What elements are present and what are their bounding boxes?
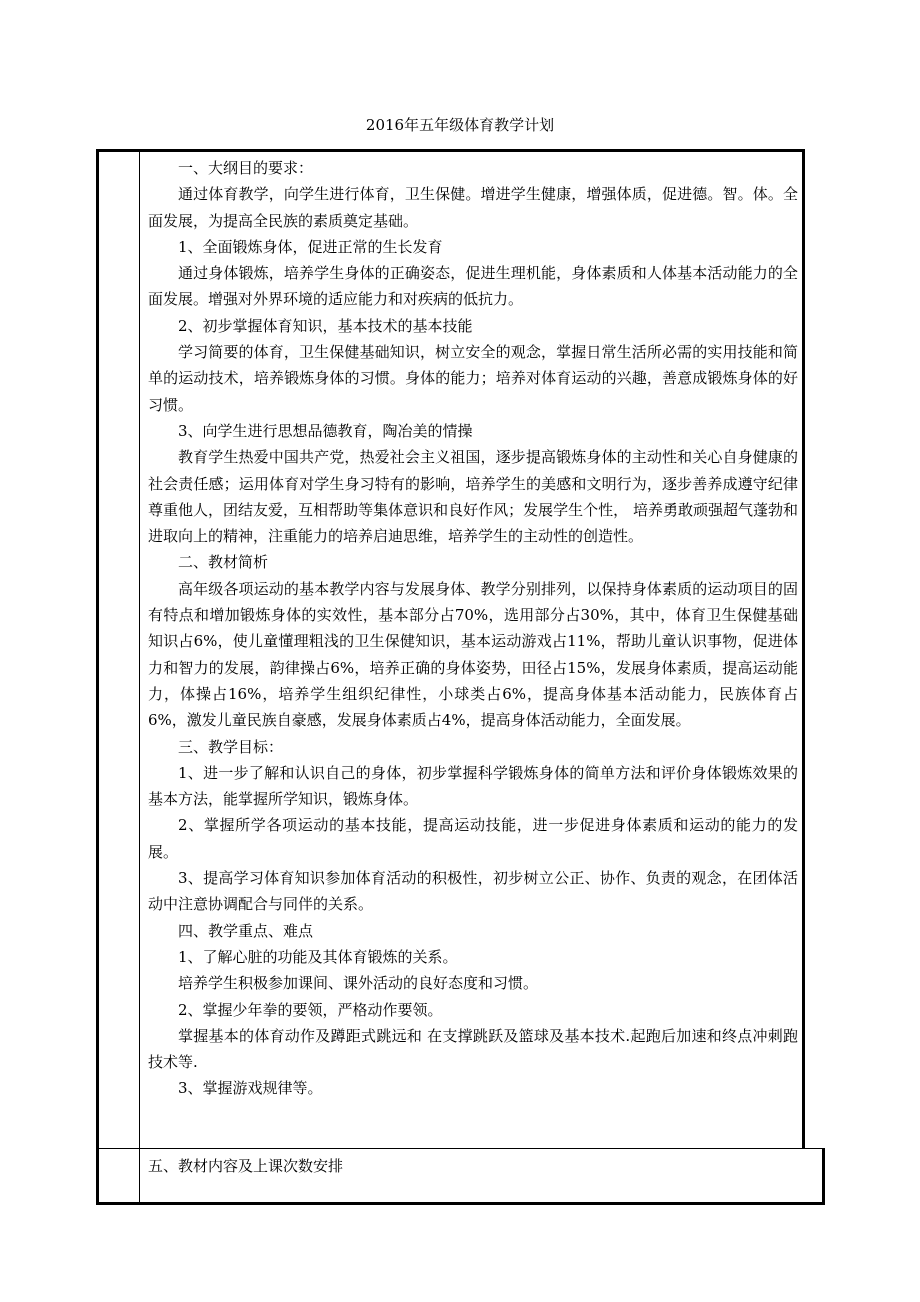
item-heading: 2、初步掌握体育知识，基本技术的基本技能: [178, 316, 473, 335]
main-content-cell: [148, 155, 798, 1102]
item-heading: 1、了解心脏的功能及其体育锻炼的关系。: [178, 947, 458, 966]
table-border-top: [96, 149, 805, 152]
paragraph: 3、提高学习体育知识参加体育活动的积极性，初步树立公正、协作、负责的观念，在团体活动中注意协调配合与同伴的关系。: [148, 869, 798, 914]
table-row-divider: [96, 1148, 825, 1149]
paragraph: 2、掌握所学各项运动的基本技能，提高运动技能，进一步促进身体素质和运动的能力的发展。: [148, 816, 798, 861]
paragraph: 教育学生热爱中国共产党，热爱社会主义祖国，逐步提高锻炼身体的主动性和关心自身健康的社会责任感；运用体育对学生身习特有的影响，培养学生的美感和文明行为，逐步善养成遵守纪律尊重他人，团结友爱，互相帮助等集体意识和良好作风；发展学生个性， 培养勇敢顽强超气蓬勃和进取向上的精神，注重能力的培养启迪思维，培养学生的主动性的创造性。: [148, 448, 798, 546]
table-border-left: [96, 149, 99, 1205]
paragraph: 学习简要的体育，卫生保健基础知识，树立安全的观念，掌握日常生活所必需的实用技能和简单的运动技术，培养锻炼身体的习惯。身体的能力；培养对体育运动的兴趣，善意成锻炼身体的好习惯。: [148, 343, 798, 414]
paragraph: 通过身体锻炼，培养学生身体的正确姿态，促进生理机能，身体素质和人体基本活动能力的全面发展。增强对外界环境的适应能力和对疾病的低抗力。: [148, 264, 798, 309]
paragraph: 1、进一步了解和认识自己的身体，初步掌握科学锻炼身体的简单方法和评价身体锻炼效果的基本方法，能掌握所学知识，锻炼身体。: [148, 763, 798, 809]
section-heading: 一、大纲目的要求：: [178, 159, 314, 177]
section-heading: 三、教学目标：: [178, 737, 284, 756]
item-heading: 3、掌握游戏规律等。: [178, 1079, 323, 1098]
section-heading: 四、教学重点、难点: [178, 921, 314, 940]
item-heading: 1、全面锻炼身体，促进正常的生长发育: [178, 237, 443, 256]
table-border-right-lower: [822, 1148, 825, 1205]
item-heading: 3、向学生进行思想品德教育，陶冶美的情操: [178, 421, 473, 440]
paragraph: 培养学生积极参加课间、课外活动的良好态度和习惯。: [178, 974, 539, 993]
paragraph: 掌握基本的体育动作及蹲距式跳远和 在支撑跳跃及篮球及基本技术.起跑后加速和终点冲刺跑技术等.: [148, 1026, 798, 1072]
item-heading: 2、掌握少年拳的要领，严格动作要领。: [178, 1000, 443, 1019]
paragraph: 高年级各项运动的基本教学内容与发展身体、教学分别排列，以保持身体素质的运动项目的固有特点和增加锻炼身体的实效性，基本部分占70%，选用部分占30%，其中，体育卫生保健基础知识占6%，使儿童懂理粗浅的卫生保健知识，基本运动游戏占11%，帮助儿童认识事物，促进体力和智力的发展，韵律操占6%，培养正确的身体姿势，田径占15%，发展身体素质，提高运动能力，体操占16%，培养学生组织纪律性，小球类占6%，提高身体基本活动能力，民族体育占6%，激发儿童民族自豪感，发展身体素质占4%，提高身体活动能力，全面发展。: [148, 579, 798, 730]
paragraph: 通过体育教学，向学生进行体育，卫生保健。增进学生健康，增强体质，促进德。智。体。全面发展，为提高全民族的素质奠定基础。: [148, 185, 798, 230]
table-border-right-upper: [802, 149, 805, 1149]
table-column-divider: [139, 150, 140, 1204]
section-five-heading: 五、教材内容及上课次数安排: [148, 1157, 344, 1175]
document-title: 2016年五年级体育教学计划: [365, 116, 555, 134]
section-heading: 二、教材简析: [178, 553, 269, 572]
table-border-bottom: [96, 1202, 825, 1205]
